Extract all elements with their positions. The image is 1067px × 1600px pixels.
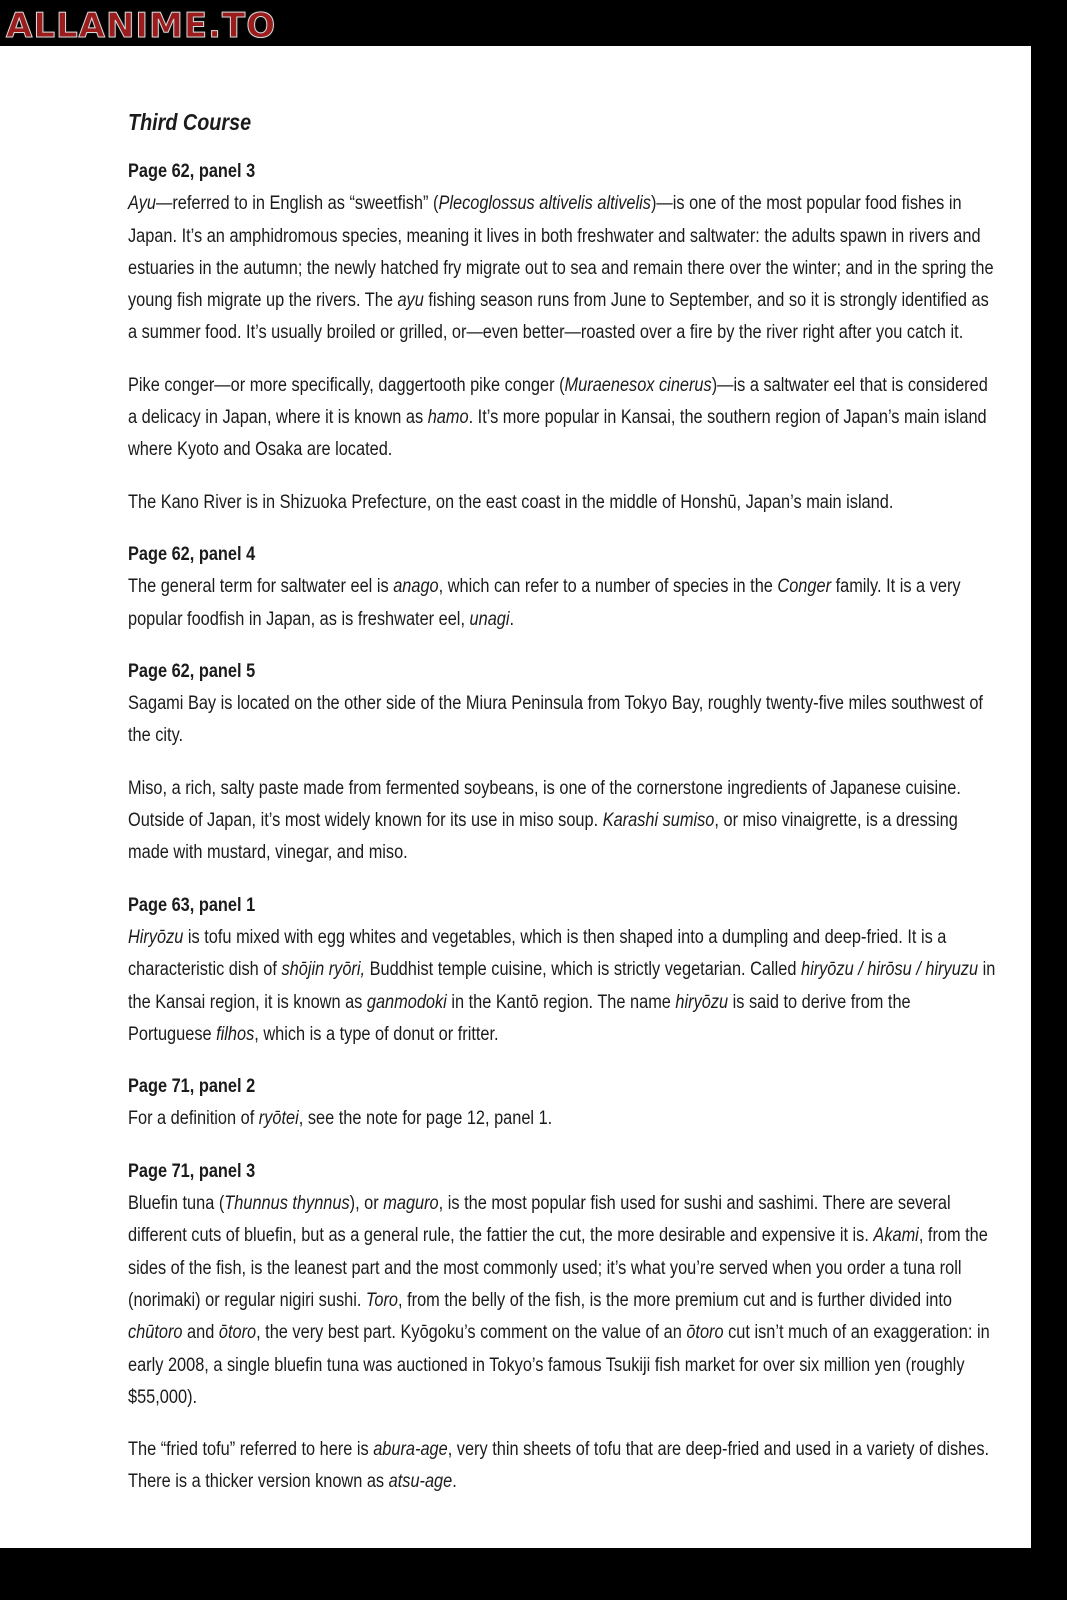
italic-term: maguro <box>383 1193 439 1215</box>
italic-term: Akami <box>873 1225 919 1247</box>
text-run: cut isn’t much of an exaggeration: in early 2008, a single bluefin tuna was auctioned in Tokyo’s famous Tsukiji fish market for over six million yen (roughly $55,000). <box>128 1322 990 1408</box>
note-section <box>128 156 998 519</box>
note-paragraph <box>128 487 998 519</box>
text-run: , which can refer to a number of species in the <box>438 576 778 598</box>
italic-term: hamo <box>427 407 469 429</box>
note-title: Page 71, panel 2 <box>128 1076 256 1098</box>
italic-term: chūtoro <box>128 1322 183 1344</box>
text-run: , from the sides of the fish, is the leanest part and the most commonly used; it’s what you’re served when you order a tuna roll (norimaki) or regular nigiri sushi. <box>128 1225 988 1311</box>
italic-term: ayu <box>397 290 424 312</box>
note-title: Page 62, panel 4 <box>128 543 256 565</box>
italic-term: ryōtei <box>258 1108 299 1130</box>
text-run: , the very best part. Kyōgoku’s comment on the value of an <box>256 1322 687 1344</box>
text-run: The Kano River is in Shizuoka Prefecture, on the east coast in the middle of Honshū, Japan’s main island. <box>128 491 894 513</box>
note-paragraph <box>128 370 998 467</box>
italic-term: Toro <box>365 1289 399 1311</box>
note-paragraph <box>128 1188 998 1414</box>
italic-term: Plecoglossus altivelis altivelis <box>438 193 651 215</box>
text-run: ), or <box>349 1193 384 1215</box>
italic-term: filhos <box>216 1023 255 1045</box>
italic-term: ganmodoki <box>366 991 447 1013</box>
note-title: Page 62, panel 5 <box>128 660 256 682</box>
italic-term: Thunnus thynnus <box>224 1193 350 1215</box>
italic-term: Hiryōzu <box>128 926 184 948</box>
text-run: and <box>182 1322 219 1344</box>
italic-term: atsu-age <box>388 1471 453 1493</box>
italic-term: ōtoro <box>686 1322 724 1344</box>
note-paragraph <box>128 1103 998 1135</box>
italic-term: ōtoro <box>218 1322 257 1344</box>
note-paragraph <box>128 571 998 636</box>
text-run: For a definition of <box>128 1108 259 1130</box>
text-run: in the Kantō region. The name <box>446 991 676 1013</box>
site-watermark: ALLANIME.TO <box>6 6 277 46</box>
note-paragraph <box>128 773 998 870</box>
note-paragraph <box>128 1434 998 1499</box>
text-run: , see the note for page 12, panel 1. <box>298 1108 553 1130</box>
italic-term: Muraenesox cinerus <box>564 374 712 396</box>
note-title: Page 63, panel 1 <box>128 894 256 916</box>
text-run: , very thin sheets of tofu that are deep-fried and used in a variety of dishes. There is a thicker version known as <box>128 1439 990 1493</box>
note-paragraph <box>128 188 998 349</box>
text-run: Miso, a rich, salty paste made from fermented soybeans, is one of the cornerstone ingredients of Japanese cuisine. Outside of Japan, it’s most widely known for its use in miso soup. <box>128 777 961 832</box>
note-paragraph <box>128 922 998 1051</box>
italic-term: Karashi sumiso <box>602 810 715 832</box>
text-run: , from the belly of the fish, is the more premium cut and is further divided into <box>398 1289 953 1311</box>
text-run: , which is a type of donut or fritter. <box>254 1023 499 1045</box>
notes-list <box>128 156 998 1499</box>
italic-term: anago <box>393 576 439 598</box>
chapter-heading: Third Course <box>128 109 252 135</box>
note-title: Page 71, panel 3 <box>128 1160 256 1182</box>
note-section <box>128 539 998 636</box>
italic-term: unagi <box>469 608 510 630</box>
text-run: —referred to in English as “sweetfish” ( <box>156 193 439 215</box>
text-run: . <box>452 1471 457 1493</box>
note-section <box>128 656 998 870</box>
note-title: Page 62, panel 3 <box>128 161 256 182</box>
text-run: . It’s more popular in Kansai, the southern region of Japan’s main island where Kyoto and Osaka are located. <box>128 407 987 461</box>
text-run: Pike conger—or more specifically, daggertooth pike conger ( <box>128 374 565 396</box>
text-run: )—is a saltwater eel that is considered a delicacy in Japan, where it is known as <box>128 374 988 429</box>
text-run: The general term for saltwater eel is <box>128 576 394 598</box>
italic-term: Conger <box>777 576 832 598</box>
note-paragraph <box>128 688 998 753</box>
text-run: Buddhist temple cuisine, which is strictly vegetarian. Called <box>365 959 801 981</box>
note-section <box>128 890 998 1051</box>
text-run: , or miso vinaigrette, is a dressing made with mustard, vinegar, and miso. <box>128 810 958 864</box>
text-run: , is the most popular fish used for sushi and sashimi. There are several different cuts of bluefin, but as a general rule, the fattier the cut, the more desirable and expensive it is. <box>128 1193 951 1247</box>
italic-term: hiryōzu <box>675 991 729 1013</box>
text-run: is said to derive from the Portuguese <box>128 991 911 1045</box>
text-run: . <box>509 608 515 630</box>
text-run: Sagami Bay is located on the other side of the Miura Peninsula from Tokyo Bay, roughly twenty-five miles southwest of the city. <box>128 693 983 747</box>
document-page <box>0 46 1031 1548</box>
italic-term: shōjin ryōri, <box>281 959 366 981</box>
page-content <box>128 106 998 1519</box>
italic-term: hiryōzu / hirōsu / hiryuzu <box>800 959 979 981</box>
text-run: in the Kansai region, it is known as <box>128 959 996 1013</box>
italic-term: Ayu <box>128 193 157 215</box>
note-section <box>128 1156 998 1499</box>
italic-term: abura-age <box>373 1439 448 1461</box>
note-section <box>128 1071 998 1136</box>
text-run: is tofu mixed with egg whites and vegetables, which is then shaped into a dumpling and deep-fried. It is a characteristic dish of <box>128 926 947 981</box>
text-run: family. It is a very popular foodfish in Japan, as is freshwater eel, <box>128 576 961 630</box>
text-run: )—is one of the most popular food fishes in Japan. It’s an amphidromous species, meaning it lives in both freshwater and saltwater: the adults spawn in rivers and estuaries in the autumn; the newly hatched fry migrate out to sea and remain there over the winter; and in the spring the young fish migrate up the rivers. The <box>128 193 994 312</box>
text-run: The “fried tofu” referred to here is <box>128 1439 374 1461</box>
text-run: Bluefin tuna ( <box>128 1193 225 1215</box>
text-run: fishing season runs from June to September, and so it is strongly identified as a summer food. It’s usually broiled or grilled, or—even better—roasted over a fire by the river right after you catch it. <box>128 290 989 344</box>
